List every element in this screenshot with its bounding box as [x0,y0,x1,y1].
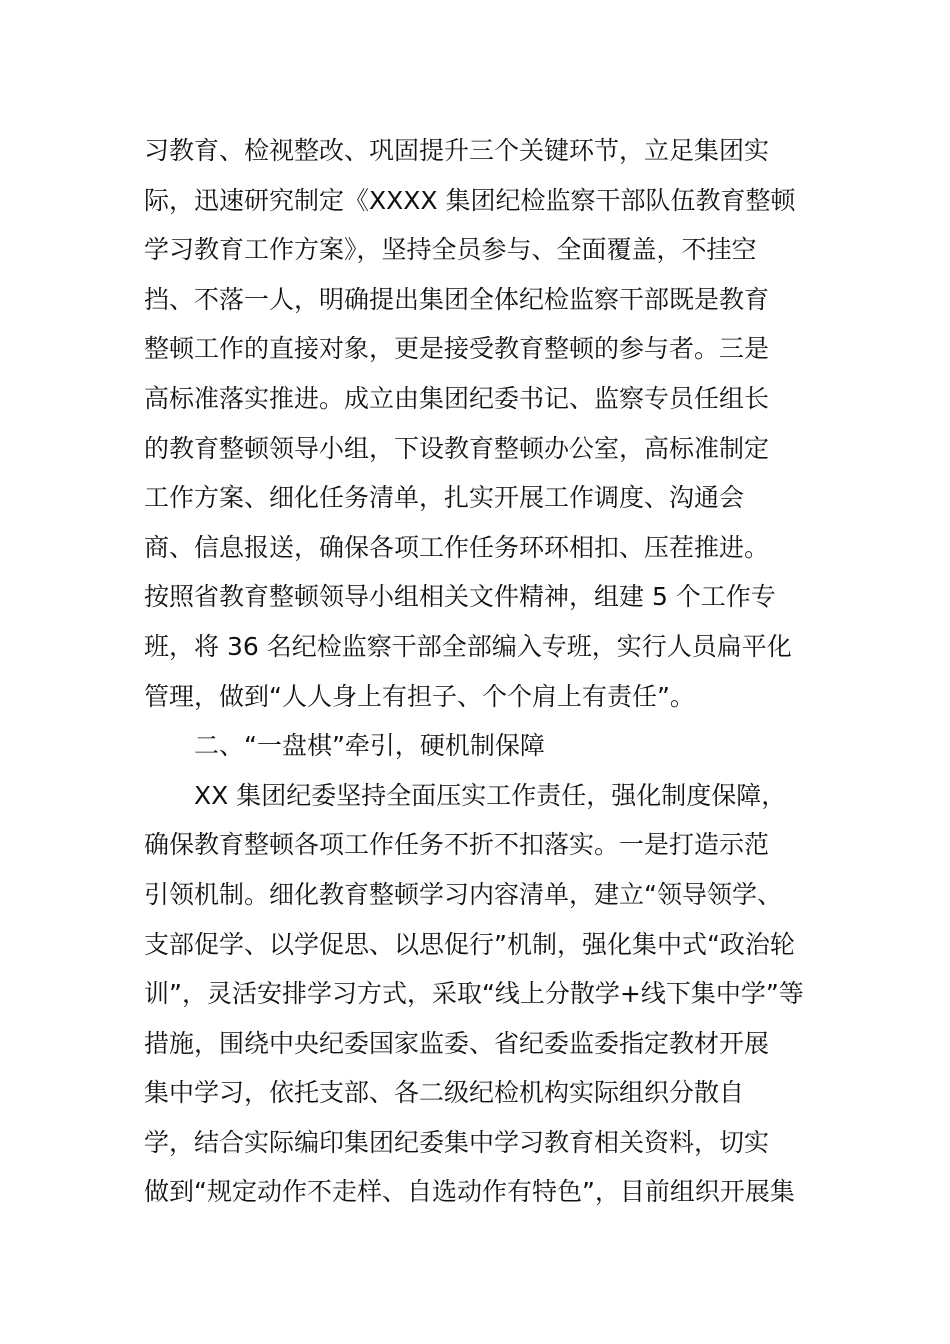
body-text [144,126,814,1217]
text-line: 高标准落实推进。成立由集团纪委书记、监察专员任组长 [144,383,770,413]
text-line: 按照省教育整顿领导小组相关文件精神，组建 5 个工作专 [144,582,776,612]
text-line: 际，迅速研究制定《XXXX 集团纪检监察干部队伍教育整顿 [144,185,796,215]
text-line: 管理，做到“人人身上有担子、个个肩上有责任”。 [144,681,695,711]
text-line: 整顿工作的直接对象，更是接受教育整顿的参与者。三是 [144,334,770,364]
text-line: 挡、不落一人，明确提出集团全体纪检监察干部既是教育 [144,284,770,314]
text-line: 做到“规定动作不走样、自选动作有特色”，目前组织开展集 [144,1177,795,1207]
text-line: 措施，围绕中央纪委国家监委、省纪委监委指定教材开展 [144,1028,770,1058]
text-line: 习教育、检视整改、巩固提升三个关键环节，立足集团实 [144,136,770,165]
section-heading: 二、“一盘棋”牵引，硬机制保障 [194,731,545,761]
text-line: 学习教育工作方案》，坚持全员参与、全面覆盖，不挂空 [144,235,757,265]
text-line: 的教育整顿领导小组，下设教育整顿办公室，高标准制定 [144,433,770,463]
text-line: 引领机制。细化教育整顿学习内容清单，建立“领导领学、 [144,879,782,909]
text-line: 支部促学、以学促思、以思促行”机制，强化集中式“政治轮 [144,929,795,959]
paragraph-first-line: XX 集团纪委坚持全面压实工作责任，强化制度保障， [194,780,787,810]
text-line: 班，将 36 名纪检监察干部全部编入专班，实行人员扁平化 [144,631,792,661]
text-line: 训”，灵活安排学习方式，采取“线上分散学+线下集中学”等 [144,979,804,1009]
text-line: 集中学习，依托支部、各二级纪检机构实际组织分散自 [144,1078,745,1108]
text-line: 确保教育整顿各项工作任务不折不扣落实。一是打造示范 [144,830,770,860]
text-line: 商、信息报送，确保各项工作任务环环相扣、压茬推进。 [144,532,770,562]
text-line: 工作方案、细化任务清单，扎实开展工作调度、沟通会 [144,483,745,513]
text-line: 学，结合实际编印集团纪委集中学习教育相关资料，切实 [144,1127,770,1157]
